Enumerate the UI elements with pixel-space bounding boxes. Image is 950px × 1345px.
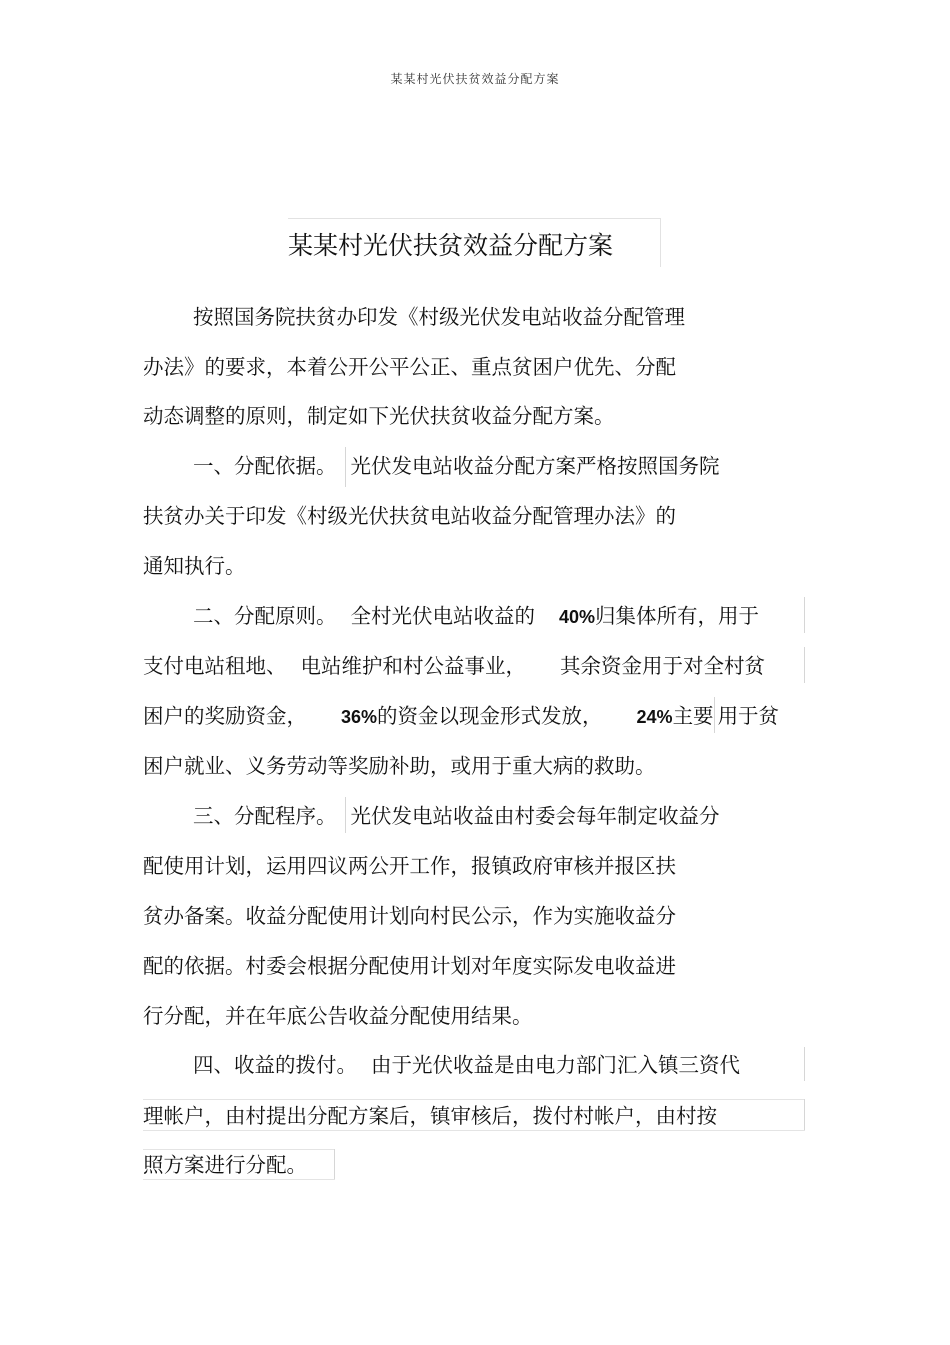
margin-rule: [804, 1099, 805, 1131]
margin-rule: [345, 447, 346, 487]
line-segment: 的资金以现金形式发放，: [377, 704, 603, 728]
percent-value: 36%: [341, 707, 378, 727]
line-segment: 支付电站租地、: [143, 654, 287, 678]
body-line: 动态调整的原则，制定如下光伏扶贫收益分配方案。: [143, 404, 615, 428]
margin-rule: [345, 797, 346, 833]
line-segment: 困户的奖励资金，: [143, 704, 307, 728]
section-heading: 四、收益的拨付。: [193, 1053, 357, 1077]
margin-rule: [804, 597, 805, 633]
text-box-rule: [143, 1130, 805, 1131]
section-text: 归集体所有，用于: [595, 604, 760, 628]
body-line: 照方案进行分配。: [143, 1153, 307, 1177]
line-segment: 其余资金用于对全村贫: [560, 654, 765, 678]
line-segment: 主要: [672, 704, 714, 728]
body-line: 办法》的要求，本着公开公平公正、重点贫困户优先、分配: [143, 355, 676, 379]
margin-rule: [804, 1047, 805, 1081]
body-line: [143, 701, 779, 732]
body-line: [143, 651, 765, 681]
section-text: 全村光伏电站收益的: [350, 604, 535, 628]
body-line: 困户就业、义务劳动等奖励补助，或用于重大病的救助。: [143, 754, 656, 778]
body-line: 行分配，并在年底公告收益分配使用结果。: [143, 1004, 533, 1028]
body-line: 理帐户，由村提出分配方案后，镇审核后，拨付村帐户，由村按: [143, 1104, 717, 1128]
section-text: 光伏发电站收益分配方案严格按照国务院: [350, 454, 720, 478]
body-line: 贫办备案。收益分配使用计划向村民公示，作为实施收益分: [143, 904, 676, 928]
section-heading: 三、分配程序。: [193, 804, 337, 828]
section-1-line: [193, 451, 720, 481]
running-header: 某某村光伏扶贫效益分配方案: [390, 72, 560, 86]
line-segment: 用于贫: [717, 704, 780, 728]
margin-rule: [804, 647, 805, 683]
body-line: 通知执行。: [143, 554, 246, 578]
text-box-rule: [143, 1099, 805, 1100]
body-line: 扶贫办关于印发《村级光伏扶贫电站收益分配管理办法》的: [143, 504, 676, 528]
body-line: 按照国务院扶贫办印发《村级光伏发电站收益分配管理: [193, 305, 685, 329]
margin-rule: [714, 697, 715, 733]
text-box-rule: [143, 1179, 335, 1180]
body-line: 配的依据。村委会根据分配使用计划对年度实际发电收益进: [143, 954, 676, 978]
section-text: 由于光伏收益是由电力部门汇入镇三资代: [371, 1053, 740, 1077]
text-box-rule: [143, 1149, 335, 1150]
line-segment: 电站维护和村公益事业，: [300, 654, 526, 678]
percent-value: 24%: [636, 707, 673, 727]
section-text: 光伏发电站收益由村委会每年制定收益分: [350, 804, 720, 828]
margin-rule: [334, 1149, 335, 1179]
section-heading: 一、分配依据。: [193, 454, 337, 478]
document-title: 某某村光伏扶贫效益分配方案: [288, 231, 614, 260]
section-heading: 二、分配原则。: [193, 604, 337, 628]
percent-value: 40%: [559, 607, 596, 627]
section-2-line: [193, 601, 759, 632]
body-line: 配使用计划，运用四议两公开工作，报镇政府审核并报区扶: [143, 854, 676, 878]
section-3-line: [193, 801, 720, 831]
section-4-line: [193, 1050, 740, 1080]
